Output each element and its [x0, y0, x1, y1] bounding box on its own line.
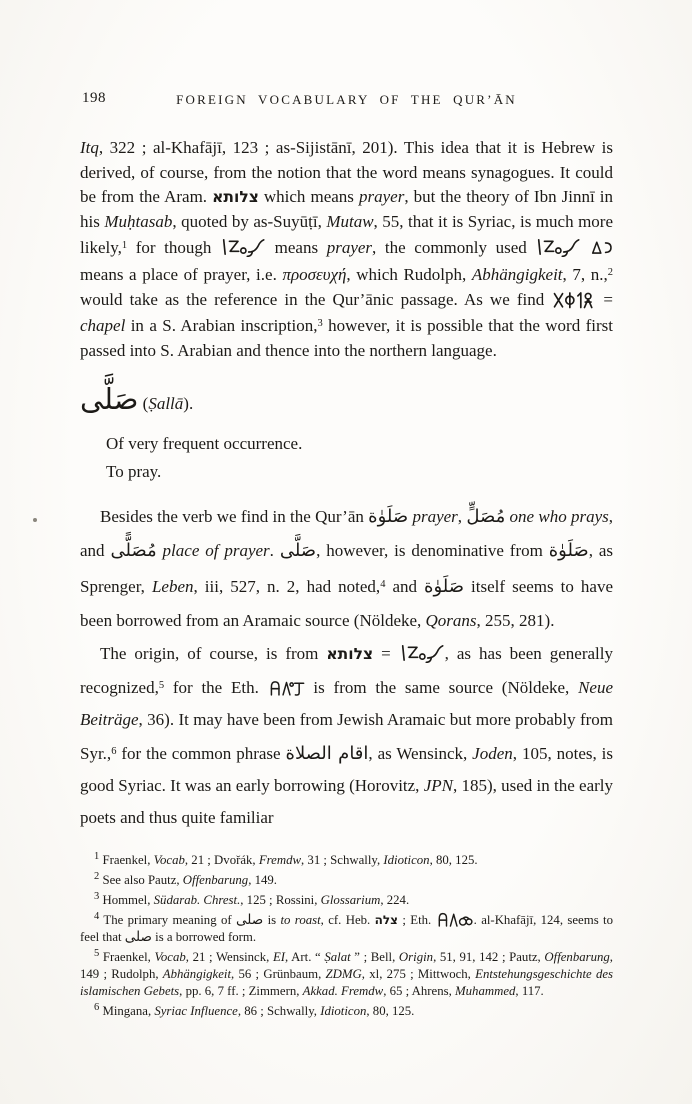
text-run: , but the theory of Ibn Jinnī in his — [80, 187, 613, 231]
occurrence-note: Of very frequent occurrence. — [106, 434, 303, 454]
text-run: Leben — [151, 577, 194, 597]
text-run: is — [263, 913, 281, 928]
footnote-ref-6: 6 — [111, 746, 117, 758]
footnote-number: 2 — [94, 871, 100, 883]
paragraph-continuation — [80, 136, 613, 363]
arabic-word: صَلَوٰة — [368, 506, 409, 528]
running-title: FOREIGN VOCABULARY OF THE QUR’ĀN — [176, 92, 517, 107]
hebrew-word: צלה — [374, 913, 398, 928]
paragraph-besides-the-verb — [80, 500, 613, 638]
text-run: prayer — [326, 238, 373, 258]
text-run: = — [373, 644, 399, 664]
footnote-ref-5: 5 — [158, 680, 165, 692]
text-run: however, it is possible that the word first passed into S. Arabian and thence into the northern language. — [80, 316, 613, 360]
text-run: Hommel, — [99, 893, 154, 908]
text-run: , 65 ; Ahrens, — [383, 983, 455, 998]
arabic-word: صَلَوٰة — [548, 540, 589, 562]
text-run: , Art. “ — [285, 949, 325, 964]
text-run: Idioticon — [383, 853, 430, 868]
text-run: The primary meaning of — [99, 913, 237, 928]
text-run: ). — [183, 394, 194, 414]
text-run: , cf. Heb. — [320, 913, 375, 928]
text-run: Besides the verb we find in the Qur’ān — [100, 507, 369, 527]
text-run: would take as the reference in the Qur’ānic passage. As we find — [80, 289, 552, 309]
text-run: JPN — [423, 776, 453, 796]
headword-arabic: صَلَّى — [80, 382, 139, 417]
text-run: for though — [127, 238, 221, 258]
text-run: prayer — [412, 507, 458, 527]
entry-heading — [80, 379, 613, 424]
ethiopic-word — [436, 911, 474, 928]
arabic-word: مُصَلًّى — [110, 540, 157, 562]
text-run: , the commonly used — [372, 238, 536, 258]
text-run: EI — [272, 949, 286, 964]
ethiopic-word — [268, 679, 305, 697]
text-run: , 105, notes, is good Syriac. It was an early borrowing (Horovitz, — [80, 744, 614, 796]
arabic-word: صلى — [236, 912, 264, 929]
footnote-5 — [80, 946, 613, 1000]
text-run: , 31 ; Schwally, — [301, 853, 384, 868]
footnote-number: 3 — [94, 891, 100, 903]
text-run: . al-Khafājī, 124, seems to feel that — [80, 913, 613, 944]
footnote-6 — [80, 1000, 613, 1020]
footnote-number: 5 — [94, 947, 100, 959]
text-run: , pp. 6, 7 ff. ; Zimmern, — [179, 983, 303, 998]
footnote-ref-4: 4 — [380, 579, 386, 591]
text-run: , iii, 527, n. 2, had noted, — [193, 577, 381, 597]
text-run: , xl, 275 ; Mittwoch, — [361, 966, 476, 981]
arabic-word: صلى — [124, 928, 152, 945]
text-run: , — [457, 507, 467, 527]
text-run: , 7, n., — [562, 264, 608, 284]
text-run: Glossarium — [320, 893, 381, 908]
text-run: Qorans — [425, 611, 477, 631]
page-number: 198 — [82, 90, 106, 106]
text-run: , 322 ; al-Khafājī, 123 ; as-Sijistānī, 201). This idea that it is Hebrew is derived, of course, from the notion that the word means synagogues. It could be from the Aram. — [80, 138, 613, 207]
footnote-number: 4 — [94, 911, 100, 923]
text-run: Origin — [398, 949, 434, 964]
text-run: Offenbarung — [182, 873, 249, 888]
text-run: , 80, 125. — [366, 1003, 415, 1018]
footnote-3 — [80, 889, 613, 909]
text-run: ” ; Bell, — [350, 949, 399, 964]
aramaic-word: צלותא — [212, 188, 259, 207]
text-run: to roast — [280, 913, 321, 928]
text-run: See also Pautz, — [99, 873, 183, 888]
text-run: Muhammed — [455, 983, 516, 998]
text-run: Muḥtasab — [104, 211, 173, 231]
text-run: and — [385, 577, 425, 597]
text-run: Itq — [80, 138, 99, 157]
arabic-phrase: اقام الصلاة — [285, 743, 369, 765]
text-run: Fraenkel, — [99, 949, 155, 964]
headword-transliteration: Ṣallā — [148, 394, 184, 414]
text-run: means a place of prayer, i.e. — [80, 264, 283, 284]
text-run: , as Wensinck, — [368, 744, 473, 764]
text-run: one who prays — [509, 507, 609, 527]
text-run: Neue Beiträge — [80, 678, 614, 730]
footnote-1 — [80, 849, 613, 869]
footnote-number: 1 — [94, 851, 100, 863]
text-run: for the Eth. — [164, 678, 268, 698]
text-run: ; Eth. — [397, 913, 436, 928]
text-run: , 56 ; Grünbaum, — [231, 966, 326, 981]
text-run: Vocab — [153, 853, 185, 868]
syriac-word — [399, 643, 445, 663]
text-run: ZDMG — [325, 966, 362, 981]
footnote-4 — [80, 909, 613, 946]
text-run: Abhängigkeit — [162, 966, 232, 981]
text-run: , 36). It may have been from Jewish Aramaic but more probably from Syr., — [80, 710, 613, 764]
entry-gloss-block — [80, 430, 613, 486]
text-run: is from the same source (Nöldeke, — [304, 678, 579, 698]
text-run: , 21 ; Wensinck, — [185, 949, 273, 964]
arabic-word: صَلَّى — [279, 540, 317, 562]
text-run: , 125 ; Rossini, — [240, 893, 321, 908]
text-run: , 86 ; Schwally, — [237, 1003, 321, 1018]
footnotes-section — [80, 849, 613, 1019]
text-run: Fraenkel, — [99, 853, 154, 868]
running-header — [80, 90, 613, 112]
text-run: Fremdw — [258, 853, 302, 868]
footnote-ref-3: 3 — [317, 318, 323, 330]
paragraph-the-origin — [80, 638, 613, 834]
scan-speck — [33, 518, 37, 522]
text-run: Mutaw — [326, 211, 374, 231]
text-run: in a S. Arabian inscription, — [125, 316, 318, 336]
text-run: which means — [258, 187, 359, 207]
footnote-ref-2: 2 — [607, 266, 614, 278]
text-run: Südarab. Chrest. — [153, 893, 241, 908]
text-run: Offenbarung — [544, 949, 610, 964]
arabic-word: مُصَلٍّ — [466, 506, 506, 528]
south-arabian-word — [551, 290, 596, 309]
text-run: , quoted by as-Suyūṭī, — [172, 211, 327, 231]
arabic-word: صَلَوٰة — [424, 576, 465, 598]
text-run: , 117. — [515, 983, 544, 998]
text-run: Syriac Influence — [154, 1003, 238, 1018]
text-run: , 51, 91, 142 ; Pautz, — [433, 949, 545, 964]
text-run: . — [269, 541, 280, 561]
text-run: Akkad. Fremdw — [302, 983, 384, 998]
text-run: , 224. — [380, 893, 410, 908]
footnote-number: 6 — [94, 1001, 100, 1013]
text-run: Mingana, — [99, 1003, 155, 1018]
footnote-2 — [80, 869, 613, 889]
syriac-word — [535, 237, 581, 257]
text-run: Abhängigkeit — [471, 264, 563, 284]
text-run: , as Sprenger, — [80, 541, 614, 597]
text-run: ( — [138, 394, 149, 414]
text-run: Ṣalat — [324, 949, 351, 964]
text-run: , 255, 281). — [476, 611, 555, 631]
text-run: , 185), used in the early poets and thus quite familiar — [80, 776, 614, 828]
syriac-word — [590, 237, 613, 257]
text-run: means — [266, 238, 327, 258]
syriac-word — [220, 237, 266, 257]
text-run: , however, is denominative from — [316, 541, 549, 561]
text-run: Vocab — [154, 949, 186, 964]
text-run — [581, 238, 590, 257]
text-run: itself seems to have been borrowed from an Aramaic source (Nöldeke, — [80, 577, 614, 631]
text-run: Idioticon — [320, 1003, 367, 1018]
aramaic-word: צלותא — [326, 645, 374, 664]
text-run: place of prayer — [162, 541, 270, 561]
text-run: for the common phrase — [116, 744, 286, 764]
text-run: Entstehungsgeschichte des islamischen Gebets — [80, 966, 614, 998]
text-run: , which Rudolph, — [346, 264, 472, 284]
text-run: = — [596, 289, 613, 309]
text-run: , 149 ; Rudolph, — [80, 949, 613, 981]
text-run: , 21 ; Dvořák, — [184, 853, 259, 868]
text-run: chapel — [80, 316, 126, 336]
footnote-ref-1: 1 — [121, 240, 128, 252]
text-run: , and — [80, 507, 614, 561]
gloss: To pray. — [106, 462, 162, 482]
greek-word: προσευχή — [282, 264, 347, 284]
text-run: is a borrowed form. — [151, 929, 257, 944]
text-run: , as has been generally recognized, — [80, 644, 613, 698]
text-run: , 55, that it is Syriac, is much more likely, — [80, 211, 613, 258]
text-run: prayer — [358, 187, 405, 207]
text-run: , 80, 125. — [429, 853, 478, 868]
text-run: Joden — [472, 744, 513, 764]
text-run: The origin, of course, is from — [100, 644, 327, 664]
text-run: , 149. — [248, 873, 277, 888]
